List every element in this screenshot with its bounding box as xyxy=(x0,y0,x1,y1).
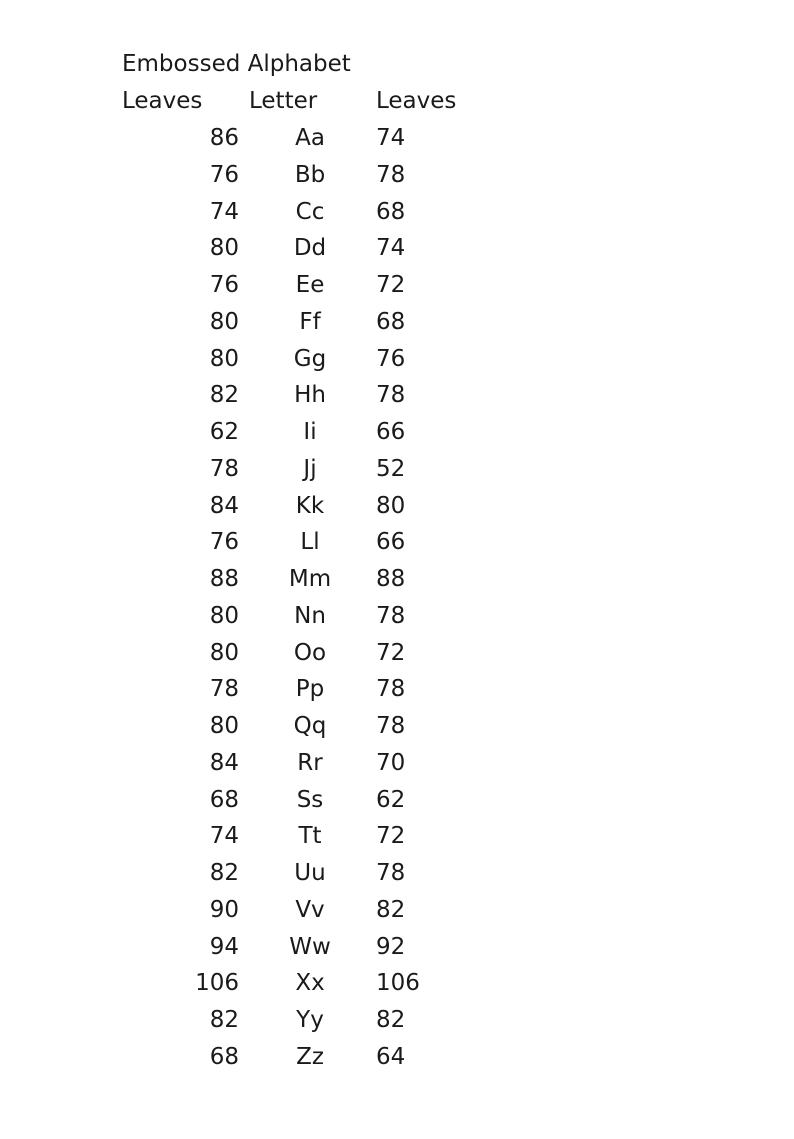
table-row xyxy=(0,232,794,269)
letter-value: Tt xyxy=(298,823,322,850)
leaves-right-value: 78 xyxy=(376,860,406,886)
leaves-right-value: 92 xyxy=(376,933,406,960)
letter-value: Rr xyxy=(297,749,323,776)
leaves-right-value: 68 xyxy=(376,198,406,225)
leaves-left-value: 80 xyxy=(209,713,239,739)
leaves-left-value: 80 xyxy=(209,235,239,262)
letter-value: Ii xyxy=(303,419,317,445)
table-row xyxy=(0,122,794,159)
letter-value: Yy xyxy=(296,1007,324,1033)
leaves-left-value: 74 xyxy=(209,198,239,225)
leaves-left-value: 82 xyxy=(209,1007,239,1033)
leaves-left-value: 62 xyxy=(209,419,239,445)
leaves-right-value: 62 xyxy=(376,786,406,813)
table-row xyxy=(0,894,794,931)
leaves-right-value: 88 xyxy=(376,566,406,592)
leaves-left-value: 78 xyxy=(209,455,239,482)
leaves-right-value: 76 xyxy=(376,345,406,372)
leaves-left-value: 76 xyxy=(209,529,239,556)
letter-value: Aa xyxy=(295,125,325,151)
leaves-left-value: 84 xyxy=(209,749,239,776)
table-row xyxy=(0,710,794,747)
leaves-right-value: 78 xyxy=(376,382,406,409)
letter-value: Xx xyxy=(295,970,325,997)
leaves-right-value: 80 xyxy=(376,492,406,519)
letter-value: Vv xyxy=(295,896,325,923)
letter-value: Kk xyxy=(295,492,325,519)
table-row xyxy=(0,490,794,527)
table-row xyxy=(0,820,794,857)
leaves-left-value: 94 xyxy=(209,933,239,960)
leaves-left-value: 90 xyxy=(209,896,239,923)
table-row xyxy=(0,453,794,490)
letter-value: Oo xyxy=(293,639,327,666)
leaves-left-value: 80 xyxy=(209,602,239,629)
leaves-left-value: 78 xyxy=(209,676,239,703)
leaves-left-value: 68 xyxy=(209,1043,239,1070)
leaves-left-value: 76 xyxy=(209,272,239,298)
leaves-left-value: 80 xyxy=(209,345,239,372)
table-row xyxy=(0,857,794,894)
table-body xyxy=(0,122,794,1078)
table-row xyxy=(0,967,794,1004)
letter-value: Jj xyxy=(303,455,317,482)
table-row xyxy=(0,1004,794,1041)
letter-value: Uu xyxy=(294,860,326,886)
leaves-left-value: 76 xyxy=(209,161,239,188)
table-row xyxy=(0,379,794,416)
table-row xyxy=(0,563,794,600)
table-row xyxy=(0,747,794,784)
leaves-right-value: 78 xyxy=(376,713,406,739)
leaves-right-value: 106 xyxy=(376,970,420,997)
letter-value: Pp xyxy=(295,676,325,703)
table-row xyxy=(0,600,794,637)
leaves-left-value: 68 xyxy=(209,786,239,813)
leaves-right-value: 66 xyxy=(376,419,406,445)
table-row xyxy=(0,343,794,380)
leaves-right-value: 74 xyxy=(376,235,406,262)
leaves-left-value: 74 xyxy=(209,823,239,850)
leaves-left-value: 88 xyxy=(209,566,239,592)
leaves-right-value: 72 xyxy=(376,823,406,850)
table-row xyxy=(0,159,794,196)
table-row xyxy=(0,196,794,233)
leaves-left-value: 86 xyxy=(209,125,239,151)
leaves-left-value: 82 xyxy=(209,382,239,409)
leaves-left-value: 80 xyxy=(209,308,239,335)
table-row xyxy=(0,931,794,968)
leaves-right-value: 52 xyxy=(376,455,406,482)
letter-value: Nn xyxy=(294,602,326,629)
table-row xyxy=(0,673,794,710)
table-row xyxy=(0,784,794,821)
document-title: Embossed Alphabet xyxy=(122,51,351,77)
leaves-right-value: 66 xyxy=(376,529,406,556)
letter-value: Gg xyxy=(293,345,327,372)
leaves-right-value: 68 xyxy=(376,308,406,335)
table-row xyxy=(0,306,794,343)
leaves-right-value: 74 xyxy=(376,125,406,151)
leaves-left-value: 80 xyxy=(209,639,239,666)
leaves-right-value: 78 xyxy=(376,161,406,188)
table-row xyxy=(0,637,794,674)
letter-value: Qq xyxy=(293,713,327,739)
leaves-right-value: 64 xyxy=(376,1043,406,1070)
letter-value: Cc xyxy=(295,198,325,225)
letter-value: Zz xyxy=(296,1043,324,1070)
header-letter: Letter xyxy=(249,88,318,114)
leaves-right-value: 72 xyxy=(376,272,406,298)
table-row xyxy=(0,269,794,306)
leaves-right-value: 82 xyxy=(376,896,406,923)
letter-value: Ll xyxy=(300,529,320,556)
letter-value: Dd xyxy=(293,235,327,262)
letter-value: Mm xyxy=(288,566,332,592)
leaves-right-value: 72 xyxy=(376,639,406,666)
leaves-right-value: 82 xyxy=(376,1007,406,1033)
leaves-right-value: 78 xyxy=(376,602,406,629)
header-leaves-left: Leaves xyxy=(122,88,203,114)
letter-value: Bb xyxy=(294,161,326,188)
table-row xyxy=(0,416,794,453)
leaves-right-value: 70 xyxy=(376,749,406,776)
letter-value: Ff xyxy=(299,308,321,335)
table-row xyxy=(0,526,794,563)
letter-value: Ww xyxy=(289,933,331,960)
letter-value: Ss xyxy=(296,786,324,813)
leaves-left-value: 84 xyxy=(209,492,239,519)
letter-value: Ee xyxy=(295,272,325,298)
letter-value: Hh xyxy=(294,382,326,409)
table-row xyxy=(0,1041,794,1078)
leaves-left-value: 106 xyxy=(195,970,239,997)
header-leaves-right: Leaves xyxy=(376,88,457,114)
leaves-right-value: 78 xyxy=(376,676,406,703)
leaves-left-value: 82 xyxy=(209,860,239,886)
